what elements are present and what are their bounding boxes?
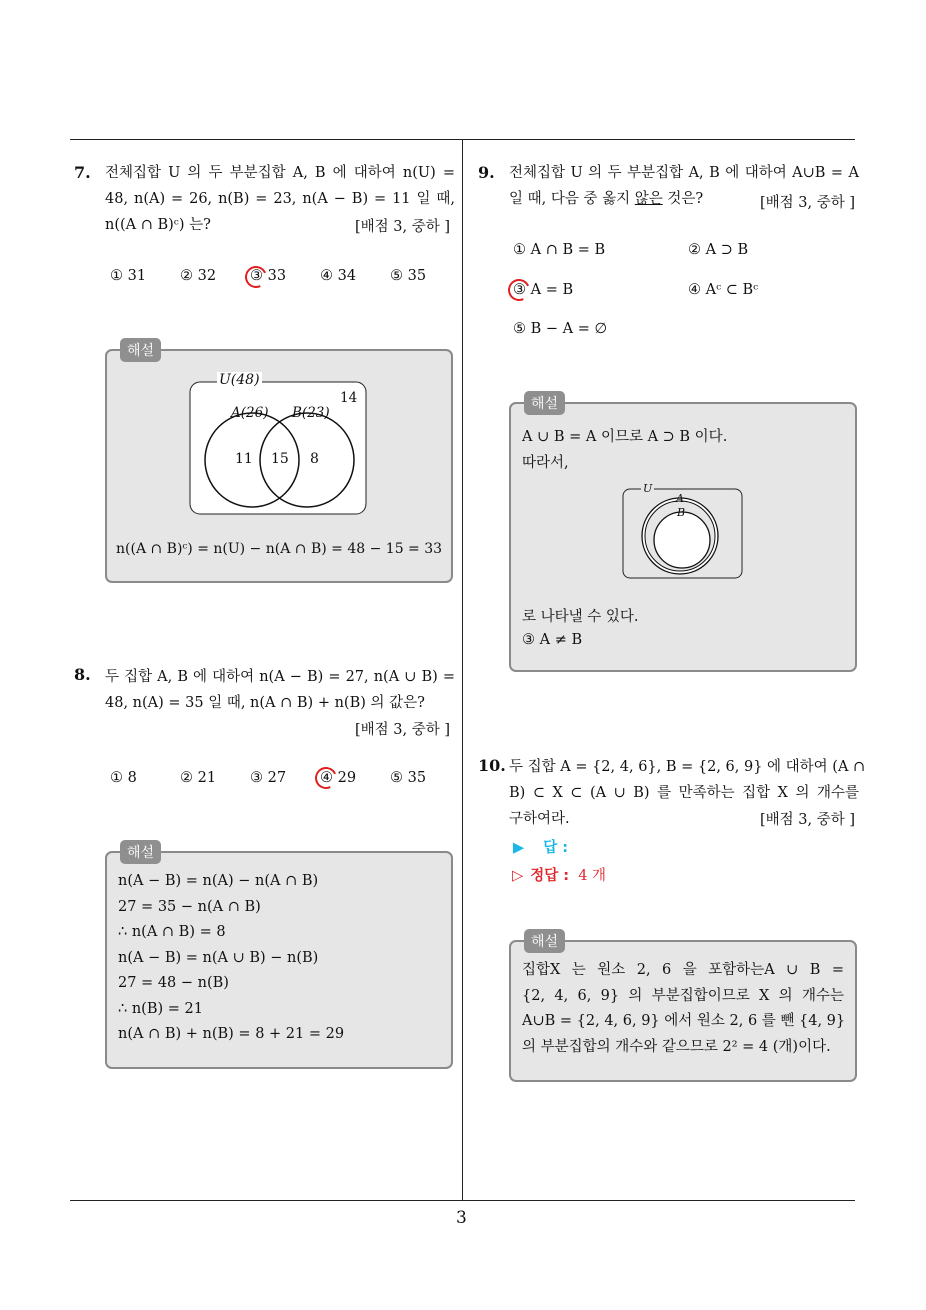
- q7-venn-a-only: 11: [235, 451, 253, 467]
- cyan-triangle-icon: ▶: [513, 840, 525, 856]
- q8-solution-line: ∴ n(A ∩ B) = 8: [118, 924, 226, 940]
- q7-line: n((A ∩ B)ᶜ) 는?: [105, 217, 211, 233]
- q10-correct-label: 정답 :: [530, 868, 570, 884]
- q10-solution-line: 의 부분집합의 개수와 같으므로 2² = 4 (개)이다.: [522, 1038, 831, 1055]
- q8-option-4[interactable]: ④ 29: [320, 770, 357, 786]
- q8-text: [105, 664, 455, 716]
- q9-circle-b: [654, 512, 710, 568]
- q9-solution-line-3: 로 나타낼 수 있다.: [522, 609, 639, 625]
- q8-option-2[interactable]: ② 21: [180, 770, 217, 786]
- q10-line: 구하여라.: [509, 811, 570, 827]
- q7-option-1[interactable]: ① 31: [110, 268, 147, 284]
- page-number: 3: [456, 1208, 467, 1228]
- q7-solution-line: n((A ∩ B)ᶜ) = n(U) − n(A ∩ B) = 48 − 15 = 33: [116, 541, 443, 557]
- q7-venn-universe-label: U(48): [219, 372, 260, 388]
- red-triangle-outline-icon: ▷: [512, 868, 524, 884]
- q10-solution-tag: 해설: [524, 929, 565, 953]
- q10-solution-line: A∪B = {2, 4, 6, 9} 에서 원소 2, 6 를 뺀 {4, 9}: [522, 1013, 846, 1029]
- q8-solution-line: n(A − B) = n(A) − n(A ∩ B): [118, 873, 319, 889]
- q7-solution-tag: 해설: [120, 338, 161, 362]
- q7-line: 48, n(A) = 26, n(B) = 23, n(A − B) = 11 일 때,: [105, 191, 455, 207]
- q8-option-1[interactable]: ① 8: [110, 770, 137, 786]
- bottom-rule: [70, 1200, 855, 1201]
- q9-option-3[interactable]: ③ A = B: [513, 282, 574, 298]
- q9-diagram-a-label: A: [676, 492, 684, 505]
- q7-option-2[interactable]: ② 32: [180, 268, 217, 284]
- q10-line: B) ⊂ X ⊂ (A ∪ B) 를 만족하는 집합 X 의 개수를: [509, 785, 859, 801]
- q10-solution-text: [522, 958, 844, 1060]
- column-divider: [462, 139, 463, 1200]
- q9-line-2-pre: 일 때, 다음 중 옳지: [509, 191, 635, 207]
- q9-solution-line-2: 따라서,: [522, 455, 569, 471]
- q7-venn-b-label: B(23): [292, 405, 330, 421]
- q9-option-2[interactable]: ② A ⊃ B: [688, 242, 749, 258]
- q9-solution-line-4: ③ A ≠ B: [522, 632, 583, 648]
- q7-venn-outside-count: 14: [340, 390, 358, 406]
- q8-solution-line: 27 = 35 − n(A ∩ B): [118, 898, 261, 915]
- q9-option-4[interactable]: ④ Aᶜ ⊂ Bᶜ: [688, 282, 759, 298]
- q9-solution-tag: 해설: [524, 391, 565, 415]
- q8-solution-line: ∴ n(B) = 21: [118, 1000, 203, 1017]
- q9-option-5[interactable]: ⑤ B − A = ∅: [513, 321, 608, 337]
- q8-number: 8.: [74, 665, 91, 684]
- q8-line: 48, n(A) = 35 일 때, n(A ∩ B) + n(B) 의 값은?: [105, 695, 425, 711]
- q10-number: 10.: [478, 756, 506, 775]
- q7-venn-b-only: 8: [310, 451, 319, 467]
- q10-correct-value: 4 개: [578, 868, 607, 884]
- q9-solution-line-1: A ∪ B = A 이므로 A ⊃ B 이다.: [522, 429, 728, 445]
- q9-option-1[interactable]: ① A ∩ B = B: [513, 242, 606, 258]
- q9-line-2-post: 것은?: [662, 191, 704, 207]
- q8-solution-line: n(A ∩ B) + n(B) = 8 + 21 = 29: [118, 1026, 345, 1042]
- q10-solution-line: {2, 4, 6, 9} 의 부분집합이므로 X 의 개수는: [522, 987, 844, 1004]
- q7-venn-a-label: A(26): [231, 405, 269, 421]
- q7-option-3[interactable]: ③ 33: [250, 268, 287, 284]
- q10-line: 두 집합 A = {2, 4, 6}, B = {2, 6, 9} 에 대하여 (A ∩: [509, 759, 866, 775]
- q7-line: 전체집합 U 의 두 부분집합 A, B 에 대하여 n(U) =: [105, 165, 455, 181]
- q7-meta: [배점 3, 중하 ]: [354, 219, 450, 235]
- q10-solution-line: 집합X 는 원소 2, 6 을 포함하는A ∪ B =: [522, 962, 844, 978]
- q10-correct-row: [512, 864, 606, 885]
- q9-meta: [배점 3, 중하 ]: [759, 195, 855, 211]
- q9-line-1: 전체집합 U 의 두 부분집합 A, B 에 대하여 A∪B = A: [509, 165, 859, 181]
- q10-answer-label: 답 :: [543, 840, 569, 856]
- q8-option-3[interactable]: ③ 27: [250, 770, 287, 786]
- q7-option-4[interactable]: ④ 34: [320, 268, 357, 284]
- q10-meta: [배점 3, 중하 ]: [759, 812, 855, 828]
- q8-meta: [배점 3, 중하 ]: [354, 722, 450, 738]
- q8-solution-line: 27 = 48 − n(B): [118, 975, 229, 991]
- q8-solution-line: n(A − B) = n(A ∪ B) − n(B): [118, 949, 319, 966]
- q10-answer-row: [513, 836, 568, 857]
- q8-option-5[interactable]: ⑤ 35: [390, 770, 427, 786]
- q7-venn-both: 15: [271, 451, 289, 467]
- q8-solution-tag: 해설: [120, 840, 161, 864]
- q9-underlined-word: 않은: [634, 191, 663, 207]
- q9-answer-mark-icon: [505, 276, 533, 304]
- q7-number: 7.: [74, 163, 91, 182]
- q9-diagram-u-label: U: [643, 482, 653, 495]
- q9-diagram-b-label: B: [677, 506, 686, 519]
- q8-answer-mark-icon: [312, 764, 340, 792]
- q8-solution-text: [118, 869, 344, 1048]
- q8-line: 두 집합 A, B 에 대하여 n(A − B) = 27, n(A ∪ B) =: [105, 669, 455, 685]
- q7-option-5[interactable]: ⑤ 35: [390, 268, 427, 284]
- q9-number: 9.: [478, 163, 495, 182]
